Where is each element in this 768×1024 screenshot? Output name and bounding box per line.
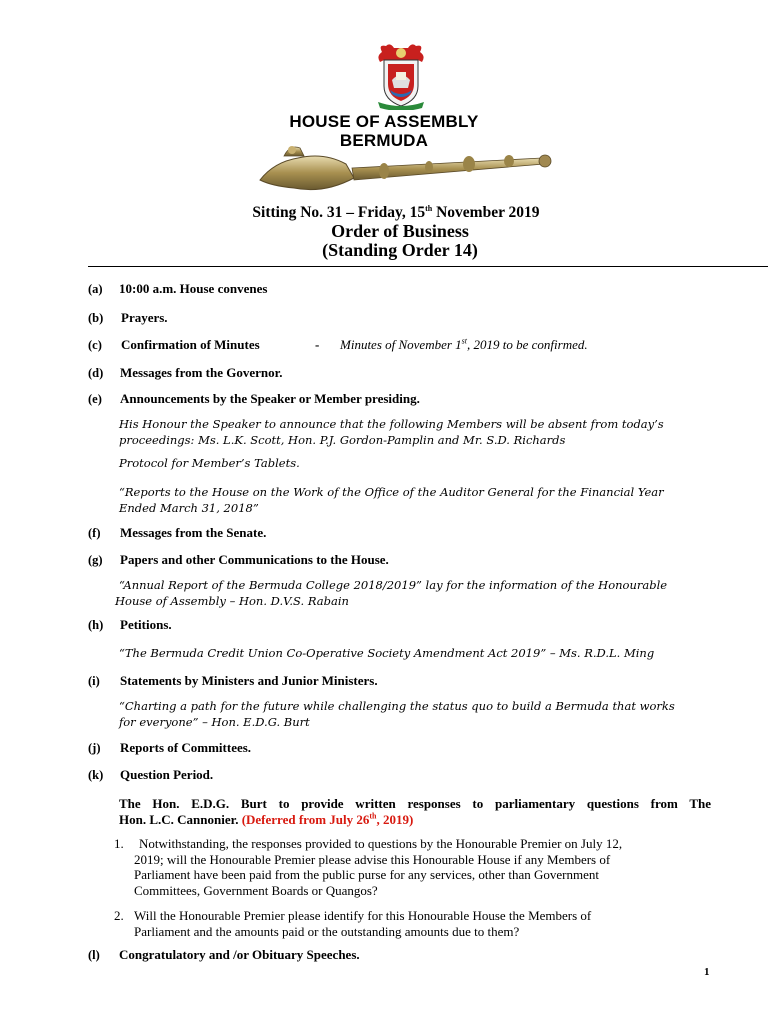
item-e-protocol-note: Protocol for Member’s Tablets.: [119, 456, 300, 470]
item-label-f: (f): [88, 526, 101, 540]
sitting-line: Sitting No. 31 – Friday, 15th November 2019: [252, 203, 540, 221]
item-label-h: (h): [88, 618, 104, 632]
page-number: 1: [704, 966, 710, 978]
item-l-heading: Congratulatory and /or Obituary Speeches.: [119, 947, 360, 962]
item-label-g: (g): [88, 553, 103, 567]
item-e-absence-notice: His Honour the Speaker to announce that the following Members will be absent from today’s proceedings: Ms. L.K. Scott, Hon. P.J. Gordon-Pamplin and Mr. S.D. Richards: [119, 417, 664, 447]
question-1-text: Notwithstanding, the responses provided to questions by the Honourable Premier on July 12, 2019; will the Honourable Premier please advise this Honourable House if any Members of Parliament have been paid from the public purse for any services, other than Government Committees, Government Boards or Quangos?: [134, 836, 623, 898]
order-of-business-title: Order of Business: [331, 221, 469, 241]
item-label-a: (a): [88, 282, 103, 296]
item-b-heading: Prayers.: [121, 310, 168, 325]
item-k-intro: The Hon. E.D.G. Burt to provide written responses to parliamentary questions from The Hon. L.C. Cannonier. (Deferred from July 26th, 2019): [119, 796, 711, 827]
item-h-heading: Petitions.: [120, 617, 172, 632]
item-i-heading: Statements by Ministers and Junior Ministers.: [120, 673, 378, 688]
item-h-petition: “The Bermuda Credit Union Co-Operative Society Amendment Act 2019” – Ms. R.D.L. Ming: [119, 646, 655, 660]
item-d-heading: Messages from the Governor.: [120, 365, 283, 380]
bermuda-coat-of-arms-logo: [372, 44, 430, 110]
item-label-e: (e): [88, 392, 102, 406]
header-divider: [88, 266, 768, 267]
item-i-statement: “Charting a path for the future while challenging the status quo to build a Bermuda that works for everyone” – Hon. E.D.G. Burt: [119, 699, 675, 729]
title-bermuda: BERMUDA: [339, 131, 429, 150]
question-1-number: 1.: [114, 836, 124, 851]
item-c-dash: -: [315, 337, 320, 352]
item-label-b: (b): [88, 311, 104, 325]
question-2-number: 2.: [114, 908, 124, 923]
item-g-heading: Papers and other Communications to the House.: [120, 552, 389, 567]
item-a-heading: 10:00 a.m. House convenes: [119, 281, 268, 296]
ceremonial-mace-image: [254, 142, 554, 204]
item-label-l: (l): [88, 948, 100, 962]
item-label-j: (j): [88, 741, 101, 755]
deferred-note: (Deferred from July 26th, 2019): [241, 811, 414, 827]
item-label-c: (c): [88, 338, 102, 352]
item-f-heading: Messages from the Senate.: [120, 525, 267, 540]
standing-order-subtitle: (Standing Order 14): [322, 240, 478, 260]
item-e-heading: Announcements by the Speaker or Member presiding.: [120, 391, 420, 406]
item-c-heading: Confirmation of Minutes: [121, 337, 260, 352]
item-label-i: (i): [88, 674, 100, 688]
question-2-text: Will the Honourable Premier please identify for this Honourable House the Members of Parliament and the amounts paid or the outstanding amounts due to them?: [134, 908, 592, 939]
item-g-college-report: “Annual Report of the Bermuda College 2018/2019” lay for the information of the Honourable House of Assembly – Hon. D.V.S. Rabain: [115, 578, 668, 608]
item-label-k: (k): [88, 768, 104, 782]
item-k-heading: Question Period.: [120, 767, 214, 782]
title-house-of-assembly: HOUSE OF ASSEMBLY: [289, 112, 479, 131]
item-e-auditor-report: “Reports to the House on the Work of the Office of the Auditor General for the Financial Year Ended March 31, 2018”: [119, 485, 664, 515]
item-j-heading: Reports of Committees.: [120, 740, 252, 755]
item-label-d: (d): [88, 366, 104, 380]
item-c-note: Minutes of November 1st, 2019 to be confirmed.: [340, 336, 588, 352]
